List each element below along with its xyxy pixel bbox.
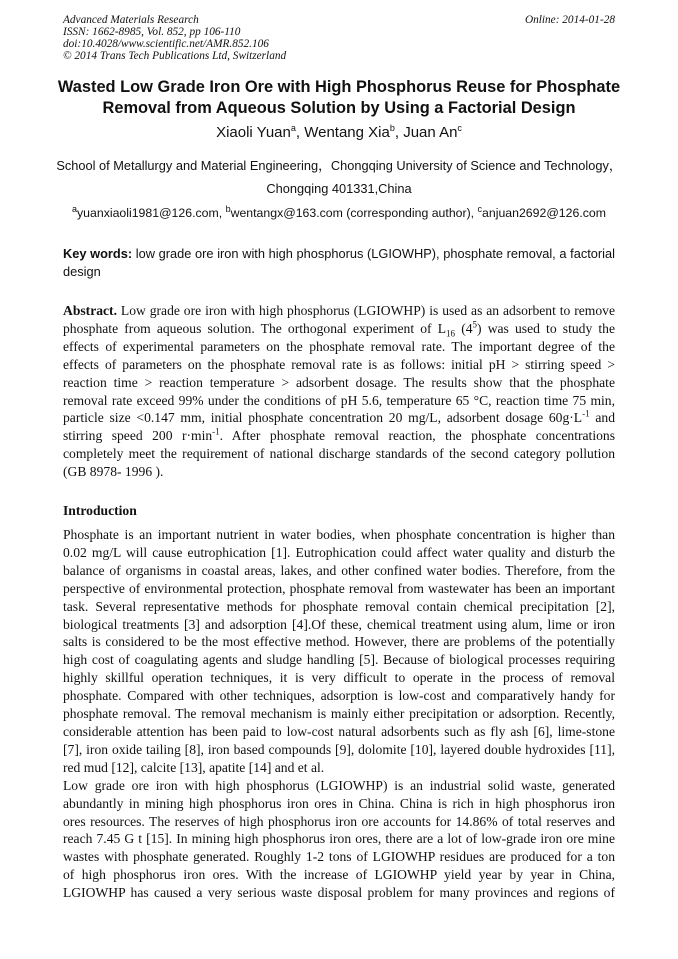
- abstract-line: [63, 374, 615, 392]
- abstract-text: ) was used to study the: [477, 320, 615, 336]
- abstract-text: removal rate exceed 99% under the conditions of pH 5.6, temperature 65 °C, reaction time 75 min,: [63, 392, 615, 408]
- abstract-text: phosphate from aqueous solution. The orthogonal experiment of L: [63, 320, 447, 336]
- author-separator: ,: [295, 124, 305, 141]
- email-a[interactable]: yuanxiaoli1981@126.com,: [77, 206, 226, 220]
- paragraph-line: ores resources. The reserves of high phosphorus iron ore accounts for 14.86% of total reserves and: [63, 813, 615, 829]
- keywords: [63, 245, 615, 281]
- abstract-line: [63, 463, 615, 481]
- author-emails: [40, 203, 638, 223]
- paper-title: [40, 77, 638, 119]
- abstract-text: effects of parameters on the phosphate removal rate is as follows: initial pH > stirring speed >: [63, 356, 615, 372]
- abstract-text: reaction time > reaction temperature > adsorbent dosage. The results show that the phosphate: [63, 374, 615, 390]
- affiliation-line-1: School of Metallurgy and Material Engineering，Chongqing University of Science and Technology，: [56, 158, 622, 173]
- abstract-text: 16: [446, 328, 456, 339]
- email-mark: a: [72, 203, 78, 214]
- paragraph-line: [7], iron oxide tailing [8], iron based compounds [9], dolomite [10], layered double hydroxides [11],: [63, 741, 615, 757]
- section-heading-introduction: Introduction: [63, 503, 137, 518]
- paragraph-line: phosphate removal. The removal mechanism is mainly either precipitation or adsorption. Recently,: [63, 706, 615, 722]
- paragraph-line: LGIOWHP has caused a very serious waste disposal problem for many provinces and regions of: [63, 885, 615, 901]
- abstract-text: particle size <0.147 mm, initial phosphate concentration 20 mg/L, adsorbent dosage 60g·L: [63, 410, 583, 426]
- paragraph-line: balance of organisms in coastal areas, lakes, and other confined water bodies. Therefore, from the: [63, 562, 615, 578]
- issn-line: ISSN: 1662-8985, Vol. 852, pp 106-110: [63, 26, 241, 38]
- abstract-text: (GB 8978- 1996 ).: [63, 464, 164, 480]
- email-mark: b: [225, 203, 231, 214]
- author-name: Juan An: [403, 124, 458, 141]
- paragraph-line: perspective of environmental protection, phosphate removal from wastewater has been an important: [63, 580, 615, 596]
- journal-name: Advanced Materials Research: [63, 14, 199, 26]
- title-line-2: Removal from Aqueous Solution by Using a Factorial Design: [102, 99, 576, 117]
- online-date: Online: 2014-01-28: [524, 14, 615, 26]
- email-b[interactable]: wentangx@163.com (corresponding author),: [230, 206, 478, 220]
- title-line-1: Wasted Low Grade Iron Ore with High Phosphorus Reuse for Phosphate: [57, 78, 621, 96]
- paragraph-line: abundantly in mining high phosphorus iron ores in China. China is rich in high phosphorus iron: [63, 795, 615, 811]
- paragraph-line: Low grade ore iron with high phosphorus (LGIOWHP) is an industrial solid waste, generated: [63, 777, 615, 793]
- abstract-text: -1: [582, 408, 590, 419]
- abstract-line: [63, 356, 615, 374]
- abstract-line: [63, 302, 615, 320]
- author-list: [40, 123, 638, 143]
- affiliation-line-2: Chongqing 401331,China: [266, 181, 412, 196]
- affiliation: [40, 154, 638, 200]
- doi-line: doi:10.4028/www.scientific.net/AMR.852.106: [63, 38, 269, 50]
- paragraph-line: salts is considered to be the most effective method. However, there are problems of the potentially: [63, 634, 615, 650]
- abstract-line: [63, 392, 615, 410]
- abstract-text: stirring speed 200 r·min: [63, 428, 213, 444]
- paragraph-line: 0.02 mg/L will cause eutrophication [1]. Eutrophication could affect water quality and disturb the: [63, 544, 615, 560]
- author-name: Wentang Xia: [304, 124, 390, 141]
- journal-header: [63, 14, 615, 62]
- abstract-text: (4: [455, 320, 473, 336]
- email-c[interactable]: anjuan2692@126.com: [482, 206, 606, 220]
- keywords-text: low grade ore iron with high phosphorus (LGIOWHP), phosphate removal, a factorial: [132, 246, 615, 261]
- abstract-line: [63, 409, 615, 427]
- abstract-line: [63, 445, 615, 463]
- paragraph-line: high cost of coagulating agents and sludge handling [5]. Because of biological processes requiring: [63, 652, 615, 668]
- abstract-text: -1: [212, 426, 220, 437]
- keywords-line-2: design: [63, 264, 101, 279]
- abstract-text: and: [589, 410, 615, 426]
- paragraph-line: of high phosphorus iron ores. With the increase of LGIOWHP yield year by year in China,: [63, 867, 615, 883]
- author-affil-mark: b: [389, 123, 395, 133]
- paragraph-line: Phosphate is an important nutrient in water bodies, when phosphate concentration is higher than: [63, 527, 615, 542]
- abstract-line: [63, 320, 615, 338]
- abstract-text: 5: [472, 319, 478, 330]
- abstract-text: . After phosphate removal reaction, the phosphate concentrations: [219, 428, 615, 444]
- paragraph-line: wastes with phosphate generated. Roughly 1-2 tons of LGIOWHP residues are produced for a ton: [63, 849, 615, 865]
- paragraph-line: phosphate. Compared with other techniques, adsorption is low-cost and comparatively handy for: [63, 688, 615, 704]
- email-mark: c: [477, 203, 483, 214]
- abstract-label: Abstract.: [63, 303, 117, 318]
- introduction-body: [63, 526, 615, 902]
- abstract: [63, 302, 615, 481]
- author-name: Xiaoli Yuan: [216, 124, 291, 141]
- author-separator: ,: [394, 124, 404, 141]
- author-affil-mark: c: [457, 123, 462, 133]
- paragraph-line: task. Several representative methods for phosphate removal contain chemical precipitation [2],: [63, 598, 615, 614]
- author-affil-mark: a: [290, 123, 296, 133]
- paragraph-line: biological treatments [3] and adsorption [4].Of these, chemical treatment using alum, lime or iron: [63, 616, 615, 632]
- paragraph-line: considerable attention has been paid to low-cost natural adsorbents such as fly ash [6], lime-stone: [63, 723, 615, 739]
- paragraph-line: highly skillful operation techniques, it is very difficult to operate in the process of removal: [63, 670, 615, 686]
- abstract-line: [63, 427, 615, 445]
- keywords-label: Key words:: [63, 246, 133, 261]
- abstract-text: effects of experimental parameters on the phosphate removal rate. The important degree of the: [63, 338, 615, 354]
- keywords-line-1: [63, 245, 615, 263]
- paragraph-line: red mud [12], calcite [13], apatite [14] and et al.: [63, 759, 325, 775]
- abstract-text: Low grade ore iron with high phosphorus (LGIOWHP) is used as an adsorbent to remove: [116, 303, 615, 318]
- abstract-text: completely meet the requirement of national discharge standards of the second category pollution: [63, 446, 615, 462]
- copyright-line: © 2014 Trans Tech Publications Ltd, Switzerland: [63, 50, 287, 62]
- abstract-line: [63, 338, 615, 356]
- paragraph-line: reach 7.45 G t [15]. In mining high phosphorus iron ores, there are a lot of low-grade iron ore mine: [63, 831, 615, 847]
